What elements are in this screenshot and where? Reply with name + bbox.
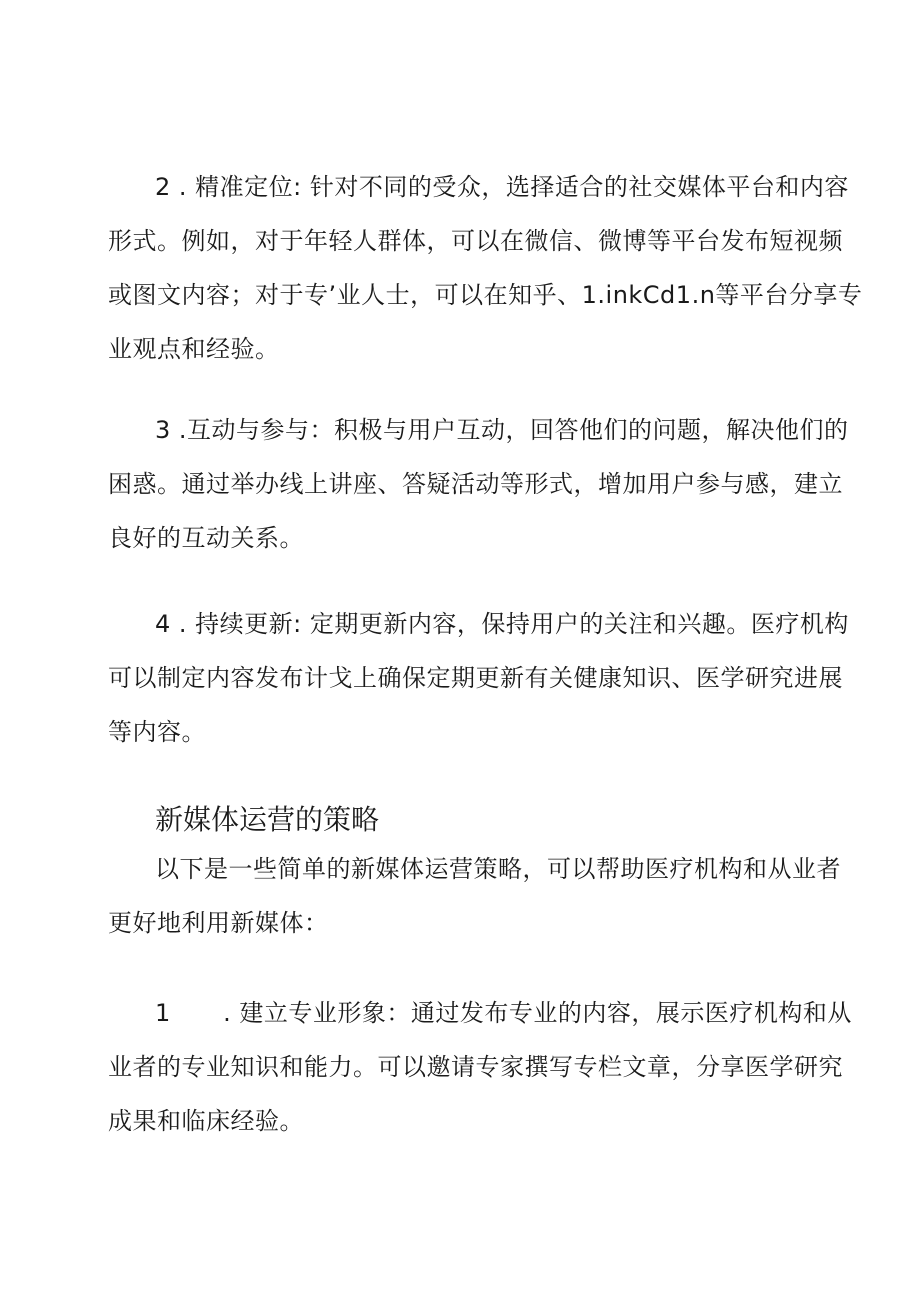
item-number: 2 — [155, 173, 171, 201]
list-item-4 — [108, 597, 849, 759]
intro-paragraph — [108, 842, 841, 950]
item-text-line: 业者的专业知识和能力。可以邀请专家撰写专栏文章，分享医学研究 — [108, 1053, 843, 1081]
item-text-line: 等内容。 — [108, 718, 206, 746]
item-text-line: . 持续更新: 定期更新内容，保持用户的关注和兴趣。医疗机构 — [178, 610, 849, 638]
item-text-line: .互动与参与：积极与用户互动，回答他们的问题，解决他们的 — [178, 416, 849, 444]
item-text-line: 可以制定内容发布计戈上确保定期更新有关健康知识、医学研究进展 — [108, 664, 843, 692]
item-text-line: . 建立专业形象：通过发布专业的内容，展示医疗机构和从 — [223, 999, 852, 1027]
item-text-line: 业观点和经验。 — [108, 335, 280, 363]
item-number: 1 — [155, 999, 171, 1027]
item-text-line: 或图文内容；对于专’业人士，可以在知乎、1.inkCd1.n等平台分享专 — [108, 281, 863, 309]
item-number: 4 — [155, 610, 171, 638]
item-text-line: 成果和临床经验。 — [108, 1107, 304, 1135]
item-text-line: 良好的互动关系。 — [108, 524, 304, 552]
list-item-2 — [108, 160, 863, 376]
item-text-line: 形式。例如，对于年轻人群体，可以在微信、微博等平台发布短视频 — [108, 227, 843, 255]
list-item-3 — [108, 403, 849, 565]
intro-text-line: 更好地利用新媒体： — [108, 909, 329, 937]
item-number: 3 — [155, 416, 171, 444]
item-text-line: 困惑。通过举办线上讲座、答疑活动等形式，增加用户参与感，建立 — [108, 470, 843, 498]
list-item-1 — [108, 986, 852, 1148]
item-text-line: . 精准定位: 针对不同的受众，选择适合的社交媒体平台和内容 — [178, 173, 849, 201]
intro-text-line: 以下是一些简单的新媒体运营策略，可以帮助医疗机构和从业者 — [155, 855, 841, 883]
section-heading: 新媒体运营的策略 — [155, 803, 380, 836]
